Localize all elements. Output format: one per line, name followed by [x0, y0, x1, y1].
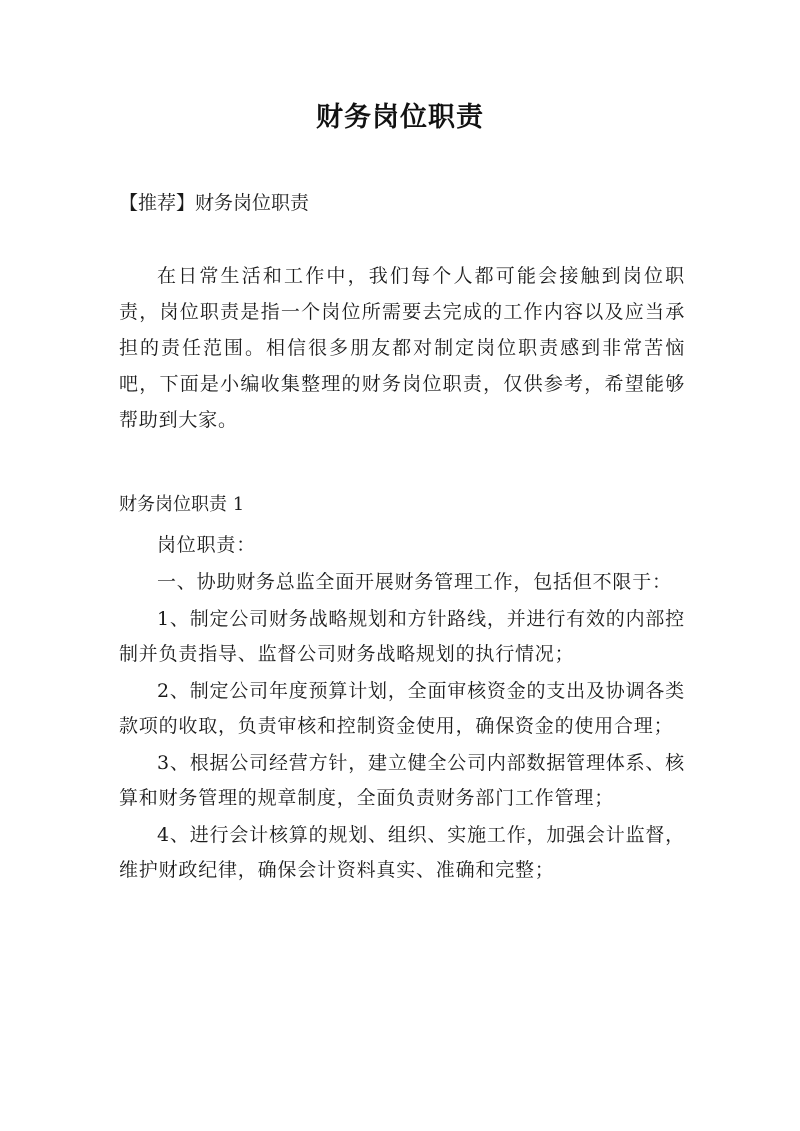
page-title: 财务岗位职责: [316, 102, 484, 133]
duty-label: 岗位职责：: [157, 534, 257, 556]
duty-item: 一、协助财务总监全面开展财务管理工作，包括但不限于：: [157, 571, 672, 593]
section-heading: 财务岗位职责 1: [119, 494, 245, 515]
duty-list: [119, 528, 685, 890]
duty-item: 3、根据公司经营方针，建立健全公司内部数据管理体系、核算和财务管理的规章制度，全面负责财务部门工作管理；: [119, 752, 685, 809]
duty-item: 1、制定公司财务战略规划和方针路线，并进行有效的内部控制并负责指导、监督公司财务战略规划的执行情况；: [119, 608, 685, 665]
document-subtitle: 【推荐】财务岗位职责: [119, 192, 310, 214]
duty-item: 4、进行会计核算的规划、组织、实施工作，加强会计监督，维护财政纪律，确保会计资料真实、准确和完整；: [119, 824, 685, 881]
intro-paragraph: 在日常生活和工作中，我们每个人都可能会接触到岗位职责，岗位职责是指一个岗位所需要去完成的工作内容以及应当承担的责任范围。相信很多朋友都对制定岗位职责感到非常苦恼吧，下面是小编收集整理的财务岗位职责，仅供参考，希望能够帮助到大家。: [119, 265, 685, 431]
duty-item: 2、制定公司年度预算计划，全面审核资金的支出及协调各类款项的收取，负责审核和控制资金使用，确保资金的使用合理；: [119, 680, 685, 737]
